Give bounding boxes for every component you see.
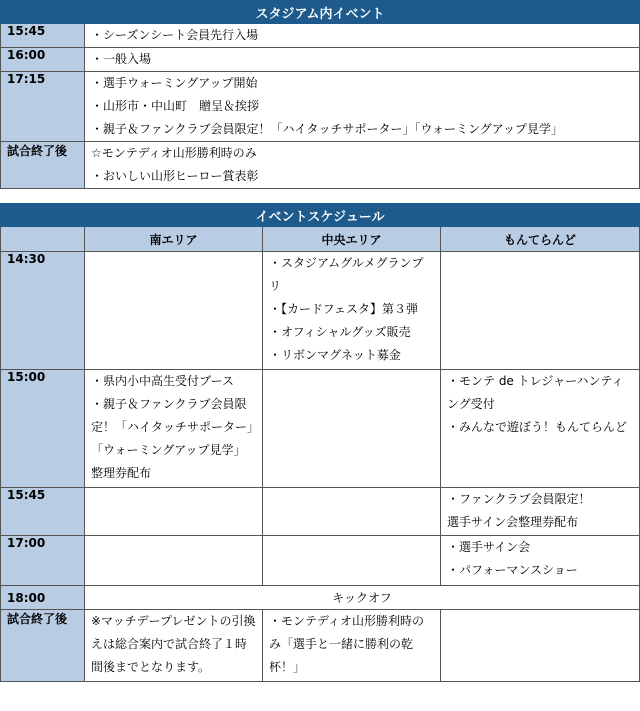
time-cell: 17:15	[1, 72, 85, 142]
event-item: ・【カードフェスタ】第３弾	[269, 302, 419, 316]
table-row	[1, 536, 640, 586]
event-item: 選手サイン会整理券配布	[447, 515, 579, 529]
central-cell	[263, 610, 441, 682]
monte-cell	[441, 252, 640, 370]
central-cell	[263, 370, 441, 488]
south-cell	[85, 488, 263, 536]
monte-cell	[441, 370, 640, 488]
event-item: ・シーズンシート会員先行入場	[91, 28, 259, 42]
event-schedule-table	[0, 203, 640, 682]
time-cell: 17:00	[1, 536, 85, 586]
time-cell: 試合終了後	[1, 142, 85, 189]
event-cell	[85, 142, 640, 189]
event-item: ・親子＆ファンクラブ会員限定！「ハイタッチサポーター」「ウォーミングアップ見学」	[91, 122, 563, 136]
central-cell	[263, 488, 441, 536]
south-cell	[85, 252, 263, 370]
time-cell: 16:00	[1, 48, 85, 72]
event-cell	[85, 24, 640, 48]
event-item: ・一般入場	[91, 52, 152, 66]
schedule-title: イベントスケジュール	[1, 204, 640, 227]
event-item: ・リボンマグネット募金	[269, 348, 401, 362]
column-header-monte: もんてらんど	[441, 227, 640, 252]
stadium-events-title: スタジアム内イベント	[1, 1, 640, 24]
event-item: ・オフィシャルグッズ販売	[269, 325, 411, 339]
time-cell: 15:45	[1, 488, 85, 536]
event-cell	[85, 72, 640, 142]
table-row	[1, 610, 640, 682]
monte-cell	[441, 536, 640, 586]
table-row	[1, 488, 640, 536]
time-cell: 試合終了後	[1, 610, 85, 682]
central-cell	[263, 536, 441, 586]
monte-cell	[441, 610, 640, 682]
column-header-central: 中央エリア	[263, 227, 441, 252]
event-item: ・山形市・中山町 贈呈＆挨拶	[91, 99, 260, 113]
event-cell	[85, 48, 640, 72]
event-item: ・スタジアムグルメグランプリ	[269, 256, 424, 293]
time-cell: 15:00	[1, 370, 85, 488]
table-row	[1, 24, 640, 48]
central-cell	[263, 252, 441, 370]
event-item: ☆モンテディオ山形勝利時のみ	[91, 146, 257, 160]
event-item: ・県内小中高生受付ブース	[91, 374, 235, 388]
south-cell	[85, 536, 263, 586]
table-row	[1, 370, 640, 488]
event-item: ※マッチデープレゼントの引換えは総合案内で試合終了１時間後までとなります。	[91, 614, 256, 674]
event-item: ・みんなで遊ぼう！もんてらんど	[447, 420, 628, 434]
table-row	[1, 586, 640, 610]
column-header-south: 南エリア	[85, 227, 263, 252]
event-item: ・モンテディオ山形勝利時のみ「選手と一緒に勝利の乾杯！」	[269, 614, 425, 674]
south-cell	[85, 370, 263, 488]
header-row	[1, 227, 640, 252]
table-row	[1, 252, 640, 370]
event-item: ・選手サイン会	[447, 540, 531, 554]
table-row	[1, 142, 640, 189]
event-item: ・選手ウォーミングアップ開始	[91, 76, 258, 90]
time-cell: 14:30	[1, 252, 85, 370]
kickoff-cell: キックオフ	[85, 586, 640, 610]
event-item: ・親子＆ファンクラブ会員限定！「ハイタッチサポーター」「ウォーミングアップ見学」整理券配布	[91, 397, 254, 480]
event-item: ・パフォーマンスショー	[447, 563, 578, 577]
stadium-events-table	[0, 0, 640, 189]
time-cell: 18:00	[1, 586, 85, 610]
monte-cell	[441, 488, 640, 536]
event-item: ・おいしい山形ヒーロー賞表彰	[91, 169, 259, 183]
table-row	[1, 72, 640, 142]
table-gap	[0, 189, 640, 203]
event-item: ・ファンクラブ会員限定！	[447, 492, 591, 506]
event-item: ・モンテ de トレジャーハンティング受付	[447, 374, 624, 411]
south-cell	[85, 610, 263, 682]
time-cell: 15:45	[1, 24, 85, 48]
corner-cell	[1, 227, 85, 252]
table-row	[1, 48, 640, 72]
